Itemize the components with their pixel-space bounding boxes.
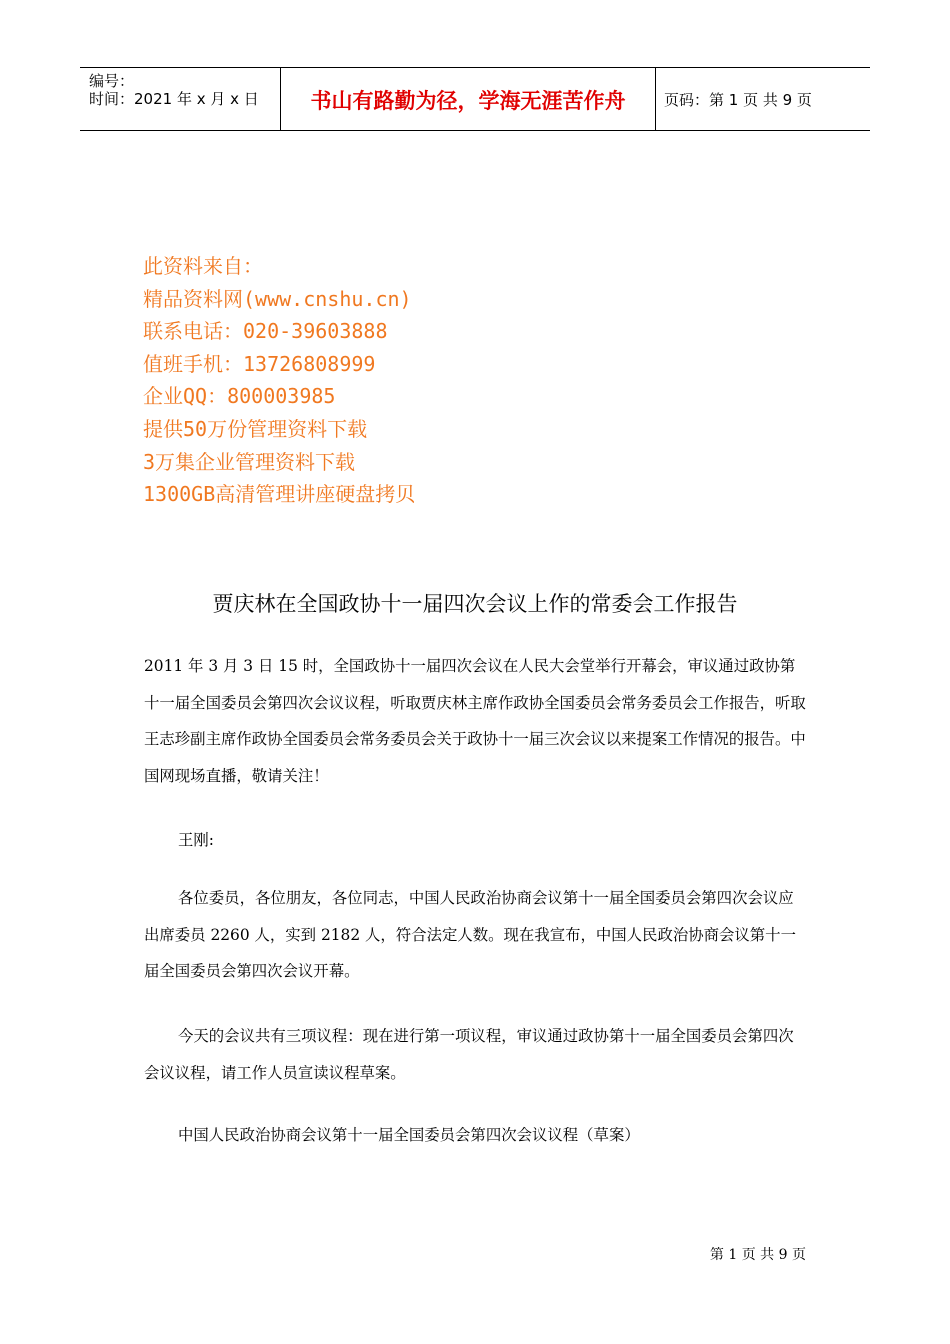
document-title: 贾庆林在全国政协十一届四次会议上作的常委会工作报告 xyxy=(212,592,738,616)
body-paragraph: 各位委员，各位朋友，各位同志，中国人民政治协商会议第十一届全国委员会第四次会议应出席委员 2260 人，实到 2182 人，符合法定人数。现在我宣布，中国人民政治协商会议第十一届全国委员会第四次会议开幕。 xyxy=(144,889,796,980)
header-motto-cell xyxy=(280,68,656,130)
header-page-info: 页码：第 1 页 共 9 页 xyxy=(664,91,812,109)
promo-line: 企业QQ：800003985 xyxy=(143,384,336,409)
promo-line: 1300GB高清管理讲座硬盘拷贝 xyxy=(143,482,416,507)
document-date: 时间：2021 年 x 月 x 日 xyxy=(89,90,259,108)
body-paragraph: 中国人民政治协商会议第十一届全国委员会第四次会议议程（草案） xyxy=(178,1126,640,1144)
promo-line: 精品资料网(www.cnshu.cn) xyxy=(143,286,412,311)
promo-line: 3万集企业管理资料下载 xyxy=(143,449,356,474)
promo-line: 值班手机：13726808999 xyxy=(143,351,376,376)
body-paragraph: 王刚: xyxy=(178,831,214,849)
promo-line: 联系电话：020-39603888 xyxy=(143,319,388,344)
body-paragraph: 2011 年 3 月 3 日 15 时，全国政协十一届四次会议在人民大会堂举行开幕会，审议通过政协第十一届全国委员会第四次会议议程，听取贾庆林主席作政协全国委员会常务委员会工作报告，听取王志珍副主席作政协全国委员会常务委员会关于政协十一届三次会议以来提案工作情况的报告。中国网现场直播，敬请关注！ xyxy=(144,657,806,785)
promo-line: 此资料来自： xyxy=(143,254,263,278)
header-meta-cell xyxy=(80,68,280,130)
page-header xyxy=(80,67,870,131)
document-number-label: 编号： xyxy=(89,72,135,90)
promo-line: 提供50万份管理资料下载 xyxy=(143,416,368,441)
header-page-cell xyxy=(655,68,870,130)
promo-block xyxy=(143,250,415,511)
page-footer: 第 1 页 共 9 页 xyxy=(709,1247,806,1263)
header-motto: 书山有路勤为径，学海无涯苦作舟 xyxy=(310,89,626,113)
body-paragraph: 今天的会议共有三项议程：现在进行第一项议程，审议通过政协第十一届全国委员会第四次会议议程，请工作人员宣读议程草案。 xyxy=(144,1027,794,1082)
